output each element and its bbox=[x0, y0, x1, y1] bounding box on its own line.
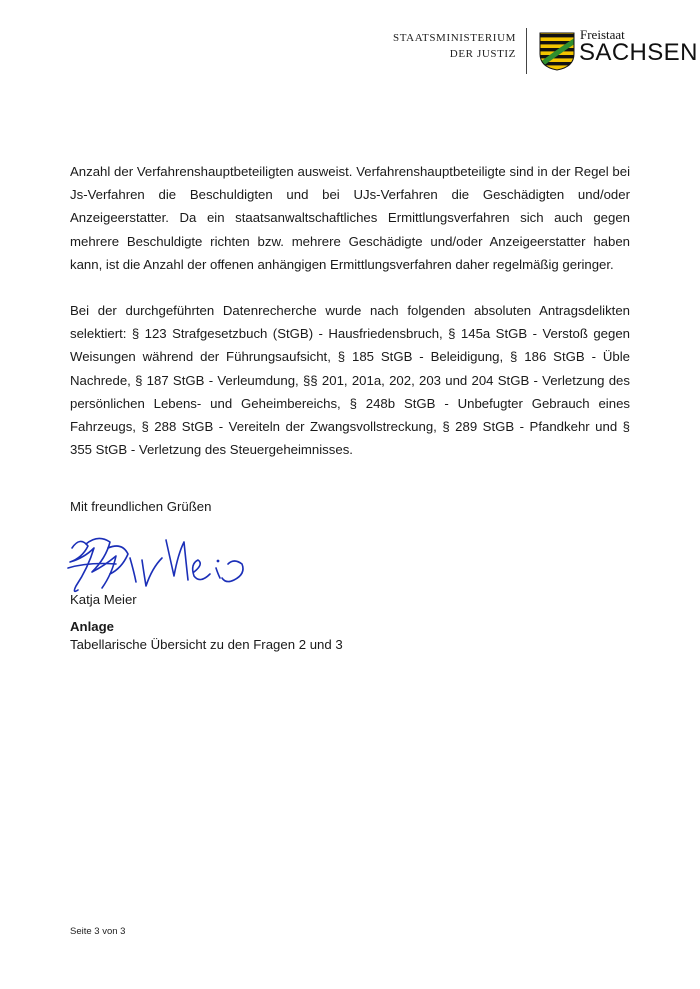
body-paragraph-1: Anzahl der Verfahrenshauptbeteiligten ausweist. Verfahrenshauptbeteiligte sind in der Regel bei Js-Verfahren die Beschuldigten und bei UJs-Verfahren die Geschädigten und/oder Anzeigeerstatter. Da ein staatsanwaltschaftliches Ermittlungsverfahren sich auch gegen mehrere Beschuldigte richten bzw. mehrere Geschädigte und/oder Anzeigeerstatter haben kann, ist die Anzahl der offenen anhängigen Ermittlungsverfahren daher regelmäßig geringer. bbox=[70, 164, 630, 272]
signer-name: Katja Meier bbox=[70, 592, 137, 607]
ministry-line-2: DER JUSTIZ bbox=[449, 48, 516, 60]
attachment-description: Tabellarische Übersicht zu den Fragen 2 und 3 bbox=[70, 637, 343, 652]
ministry-name bbox=[393, 30, 516, 62]
ministry-line-1: STAATSMINISTERIUM bbox=[393, 32, 516, 44]
page-number: Seite 3 von 3 bbox=[70, 926, 126, 937]
attachment-title: Anlage bbox=[70, 619, 114, 634]
state-label-small: Freistaat bbox=[580, 27, 625, 42]
state-label-big: SACHSEN bbox=[579, 39, 698, 66]
closing-greeting: Mit freundlichen Grüßen bbox=[70, 499, 212, 514]
body-paragraph-2: Bei der durchgeführten Datenrecherche wurde nach folgenden absoluten Antragsdelikten selektiert: § 123 Strafgesetzbuch (StGB) - Hausfriedensbruch, § 145a StGB - Verstoß gegen Weisungen während der Führungsaufsicht, § 185 StGB - Beleidigung, § 186 StGB - Üble Nachrede, § 187 StGB - Verleumdung, §§ 201, 201a, 202, 203 und 204 StGB - Verletzung des persönlichen Lebens- und Geheimbereichs, § 248b StGB - Unbefugter Gebrauch eines Fahrzeugs, § 288 StGB - Vereiteln der Zwangsvollstreckung, § 289 StGB - Pfandkehr und § 355 StGB - Verletzung des Steuergeheimnisses. bbox=[70, 303, 630, 458]
header-divider bbox=[526, 28, 527, 74]
letter-body bbox=[70, 160, 630, 461]
saxony-coat-of-arms-icon bbox=[539, 32, 575, 71]
